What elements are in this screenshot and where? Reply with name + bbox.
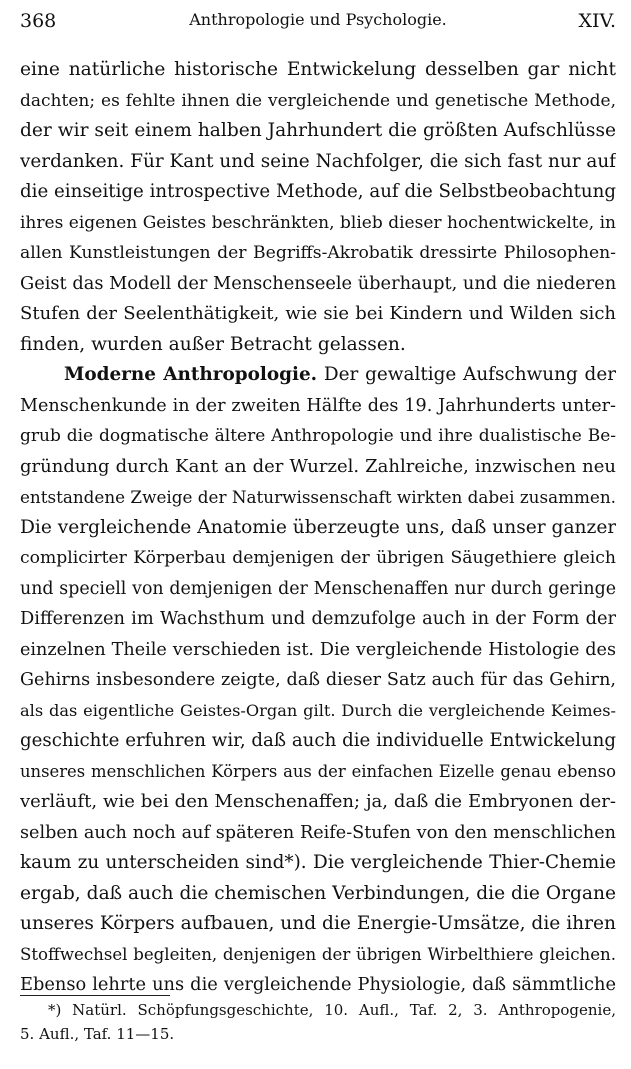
text-line: Gehirns insbesondere zeigte, daß dieser Satz auch für das Gehirn, <box>20 670 616 690</box>
text-line: grub die dogmatische ältere Anthropologie und ihre dualistische Be- <box>20 426 616 446</box>
running-header <box>20 8 616 40</box>
footnote-line: *) Natürl. Schöpfungsgeschichte, 10. Aufl., Taf. 2, 3. Anthropogenie, <box>48 1001 616 1019</box>
text-line: entstandene Zweige der Naturwissenschaft wirkten dabei zusammen. <box>20 487 616 507</box>
text-line <box>20 360 616 391</box>
text-line: dachten; es fehlte ihnen die vergleichende und genetische Methode, <box>20 90 616 111</box>
text-line: verdanken. Für Kant und seine Nachfolger, die sich fast nur auf <box>20 150 616 172</box>
text-line: die einseitige introspective Methode, auf die Selbstbeobachtung <box>20 181 616 202</box>
text-line: finden, wurden außer Betracht gelassen. <box>20 333 406 355</box>
text-line: eine natürliche historische Entwickelung desselben gar nicht <box>20 59 616 80</box>
section-number: XIV. <box>578 10 616 32</box>
text-line: Stoffwechsel begleiten, denjenigen der übrigen Wirbelthiere gleichen. <box>20 944 616 964</box>
text-line: Stufen der Seelenthätigkeit, wie sie bei Kindern und Wilden sich <box>20 303 616 324</box>
page-number: 368 <box>20 10 57 32</box>
text-line: Menschenkunde in der zweiten Hälfte des 19. Jahrhunderts unter- <box>20 395 616 416</box>
text-line: und speciell von demjenigen der Menschenaffen nur durch geringe <box>20 578 616 599</box>
text-line: kaum zu unterscheiden sind*). Die vergleichende Thier-Chemie <box>20 852 616 873</box>
text-line: Ebenso lehrte uns die vergleichende Physiologie, daß sämmtliche <box>20 974 616 995</box>
section-heading: Moderne Anthropologie. <box>64 364 318 385</box>
text-line: Die vergleichende Anatomie überzeugte uns, daß unser ganzer <box>20 516 616 538</box>
text-line: selben auch noch auf späteren Reife-Stufen von den menschlichen <box>20 822 616 843</box>
body-text <box>20 55 616 1001</box>
text-line: einzelnen Theile verschieden ist. Die vergleichende Histologie des <box>20 639 616 660</box>
text-line: unseres Körpers aufbauen, und die Energie-Umsätze, die ihren <box>20 913 616 934</box>
text-line: Geist das Modell der Menschenseele überhaupt, und die niederen <box>20 272 616 294</box>
text-line: Differenzen im Wachsthum und demzufolge auch in der Form der <box>20 608 616 629</box>
text-line: allen Kunstleistungen der Begriffs-Akrobatik dressirte Philosophen- <box>20 243 616 263</box>
footnote-line: 5. Aufl., Taf. 11—15. <box>20 1025 175 1043</box>
heading-line-rest: Der gewaltige Aufschwung der <box>323 364 616 385</box>
paragraph-1 <box>20 55 616 360</box>
running-title: Anthropologie und Psychologie. <box>189 10 447 29</box>
book-page <box>20 8 616 1043</box>
text-line: geschichte erfuhren wir, daß auch die individuelle Entwickelung <box>20 730 616 751</box>
paragraph-2 <box>20 360 616 1001</box>
text-line: als das eigentliche Geistes-Organ gilt. Durch die vergleichende Keimes- <box>20 700 616 720</box>
text-line: ihres eigenen Geistes beschränkten, blieb dieser hochentwickelte, in <box>20 212 616 233</box>
text-line: der wir seit einem halben Jahrhundert die größten Aufschlüsse <box>20 120 616 141</box>
footnote-divider <box>20 995 170 996</box>
text-line: gründung durch Kant an der Wurzel. Zahlreiche, inzwischen neu <box>20 455 616 477</box>
text-line: ergab, daß auch die chemischen Verbindungen, die die Organe <box>20 882 616 904</box>
text-line: unseres menschlichen Körpers aus der einfachen Eizelle genau ebenso <box>20 761 616 781</box>
text-line: verläuft, wie bei den Menschenaffen; ja, daß die Embryonen der- <box>20 791 616 812</box>
text-line: complicirter Körperbau demjenigen der übrigen Säugethiere gleich <box>20 548 616 568</box>
